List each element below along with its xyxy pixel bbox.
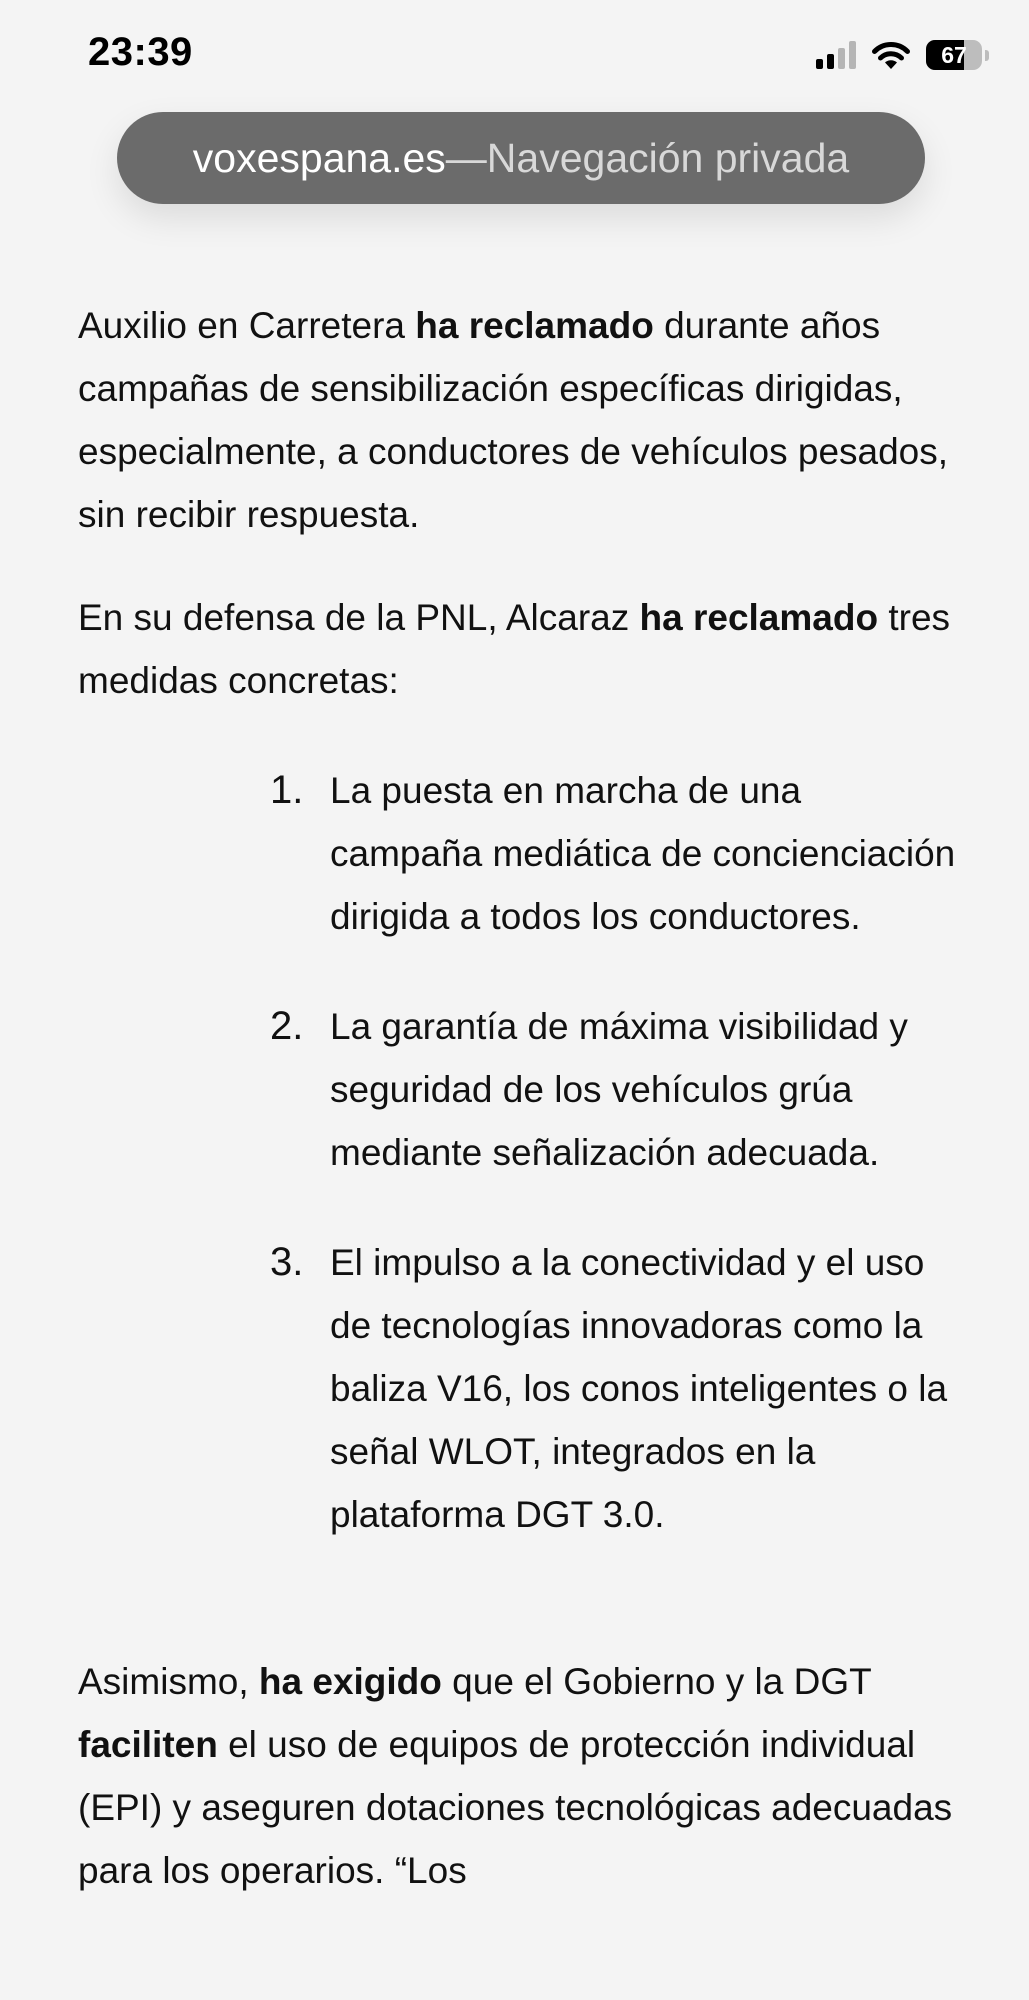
status-time: 23:39 [88,30,193,74]
list-item-number: 1. [270,768,304,812]
list-item-text: El impulso a la conectividad y el uso de tecnologías innovadoras como la baliza V16, los conos inteligentes o la señal WLOT, integrados en la plataforma DGT 3.0. [330,1242,948,1535]
url-separator: — [445,134,487,181]
paragraph-3-text-c: el uso de equipos de protección individual (EPI) y aseguren dotaciones tecnológicas adecuadas para los operarios. “Los [78,1724,953,1891]
paragraph-3-text-b: que el Gobierno y la DGT [441,1661,872,1702]
wifi-icon [870,39,912,71]
status-icons [816,38,989,72]
url-domain: voxespana.es [192,134,446,181]
battery-cap [985,50,989,61]
list-item-number: 3. [270,1240,304,1284]
paragraph-2 [78,586,958,712]
paragraph-1-text-a: Auxilio en Carretera [78,305,416,346]
list-item-text: La garantía de máxima visibilidad y seguridad de los vehículos grúa mediante señalización adecuada. [330,1006,908,1173]
paragraph-2-bold: ha reclamado [639,597,879,638]
status-bar [0,0,1029,110]
paragraph-1-bold: ha reclamado [415,305,654,346]
paragraph-3 [78,1650,958,1902]
battery-level: 67 [941,42,967,68]
list-item [270,1231,958,1546]
battery-icon [926,40,982,70]
paragraph-2-text-b: tres medidas concretas: [78,597,951,701]
paragraph-3-bold-b: faciliten [78,1724,218,1765]
list-item [270,759,958,948]
paragraph-3-bold-a: ha exigido [258,1661,442,1702]
address-bar[interactable] [117,112,925,204]
paragraph-1 [78,294,958,546]
article-body [78,294,958,1902]
paragraph-3-text-a: Asimismo, [78,1661,259,1702]
list-item-number: 2. [270,1004,304,1048]
paragraph-2-text-a: En su defensa de la PNL, Alcaraz [78,597,640,638]
cellular-signal-icon [816,41,856,69]
paragraph-1-text-b: durante años campañas de sensibilización específicas dirigidas, especialmente, a conductores de vehículos pesados, sin recibir respuesta. [78,305,949,535]
private-browsing-label: Navegación privada [486,134,850,181]
list-item [270,995,958,1184]
measures-list [78,759,958,1546]
list-item-text: La puesta en marcha de una campaña mediática de concienciación dirigida a todos los conductores. [330,770,956,937]
